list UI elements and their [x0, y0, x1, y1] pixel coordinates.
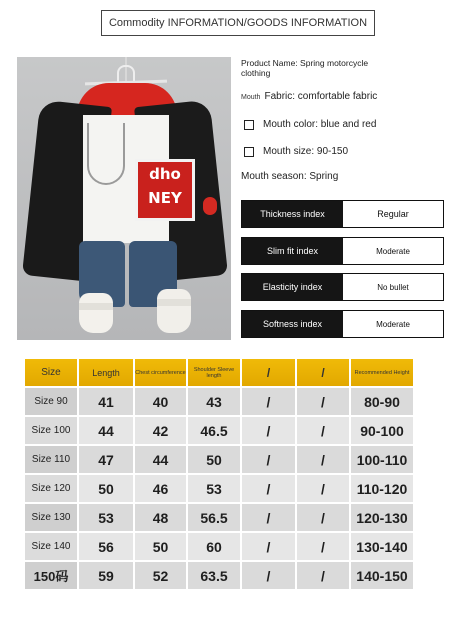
index-label: Thickness index [242, 201, 343, 227]
table-cell: Size 110 [25, 446, 77, 473]
table-cell: 53 [79, 504, 133, 531]
table-cell: 41 [79, 388, 133, 415]
size-row [241, 146, 348, 157]
table-cell: / [242, 388, 295, 415]
table-cell: 56 [79, 533, 133, 560]
table-cell: / [297, 504, 349, 531]
table-header-cell: Chest circumference [135, 359, 186, 386]
index-label: Slim fit index [242, 238, 343, 264]
table-cell: 50 [135, 533, 186, 560]
table-cell: 150码 [25, 562, 77, 589]
table-cell: 53 [188, 475, 240, 502]
right-sneaker [157, 289, 191, 333]
table-cell: 80-90 [351, 388, 413, 415]
index-value: Regular [343, 201, 443, 227]
product-name: Product Name: Spring motorcycle clothing [241, 58, 369, 78]
table-row [25, 475, 413, 502]
table-cell: / [297, 533, 349, 560]
table-cell: 140-150 [351, 562, 413, 589]
table-cell: / [242, 446, 295, 473]
table-row [25, 533, 413, 560]
table-row [25, 562, 413, 589]
table-cell: 60 [188, 533, 240, 560]
table-cell: 56.5 [188, 504, 240, 531]
table-row [25, 504, 413, 531]
table-cell: 47 [79, 446, 133, 473]
table-cell: 110-120 [351, 475, 413, 502]
table-cell: 44 [79, 417, 133, 444]
elasticity-index [241, 273, 444, 301]
color-checkbox [244, 120, 254, 130]
table-header-cell: Shoulder Sleeve length [188, 359, 240, 386]
table-cell: 120-130 [351, 504, 413, 531]
table-cell: / [242, 533, 295, 560]
chain-necklace [87, 123, 125, 185]
table-cell: 50 [188, 446, 240, 473]
table-cell: 46.5 [188, 417, 240, 444]
table-cell: Size 140 [25, 533, 77, 560]
table-header-row [25, 359, 413, 386]
table-header-cell: / [242, 359, 295, 386]
product-season: Mouth season: Spring [241, 171, 339, 182]
index-label: Elasticity index [242, 274, 343, 300]
index-value: Moderate [343, 311, 443, 337]
color-row [241, 119, 376, 130]
table-cell: Size 100 [25, 417, 77, 444]
softness-index [241, 310, 444, 338]
table-cell: 63.5 [188, 562, 240, 589]
table-cell: 48 [135, 504, 186, 531]
fabric-tag: Mouth [241, 94, 261, 101]
index-value: Moderate [343, 238, 443, 264]
table-cell: / [297, 475, 349, 502]
table-row [25, 417, 413, 444]
table-cell: / [242, 562, 295, 589]
table-row [25, 388, 413, 415]
table-cell: 44 [135, 446, 186, 473]
jacket-patch: dho NEY [135, 159, 195, 221]
table-cell: Size 130 [25, 504, 77, 531]
table-header-cell: Recommended Height [351, 359, 413, 386]
product-photo [17, 57, 231, 340]
page-title: Commodity INFORMATION/GOODS INFORMATION [101, 10, 375, 36]
slim-fit-index [241, 237, 444, 265]
table-cell: 43 [188, 388, 240, 415]
table-cell: / [242, 417, 295, 444]
index-label: Softness index [242, 311, 343, 337]
table-cell: / [297, 562, 349, 589]
table-cell: / [242, 504, 295, 531]
table-cell: / [242, 475, 295, 502]
size-text: Mouth size: 90-150 [263, 146, 349, 157]
table-header-cell: Size [25, 359, 77, 386]
table-cell: 50 [79, 475, 133, 502]
table-cell: 100-110 [351, 446, 413, 473]
size-table [25, 359, 413, 591]
table-cell: 130-140 [351, 533, 413, 560]
table-header-cell: / [297, 359, 349, 386]
table-header-cell: Length [79, 359, 133, 386]
table-cell: Size 120 [25, 475, 77, 502]
table-cell: Size 90 [25, 388, 77, 415]
size-checkbox [244, 147, 254, 157]
table-row [25, 446, 413, 473]
thickness-index [241, 200, 444, 228]
table-cell: / [297, 446, 349, 473]
table-cell: / [297, 388, 349, 415]
table-cell: 59 [79, 562, 133, 589]
left-sneaker [79, 293, 113, 333]
table-cell: / [297, 417, 349, 444]
table-cell: 46 [135, 475, 186, 502]
fabric-text: Fabric: comfortable fabric [264, 91, 378, 102]
table-cell: 90-100 [351, 417, 413, 444]
table-cell: 42 [135, 417, 186, 444]
sleeve-badge [203, 197, 217, 215]
color-text: Mouth color: blue and red [263, 119, 377, 130]
table-cell: 52 [135, 562, 186, 589]
product-fabric [241, 91, 377, 102]
table-cell: 40 [135, 388, 186, 415]
index-value: No bullet [343, 274, 443, 300]
